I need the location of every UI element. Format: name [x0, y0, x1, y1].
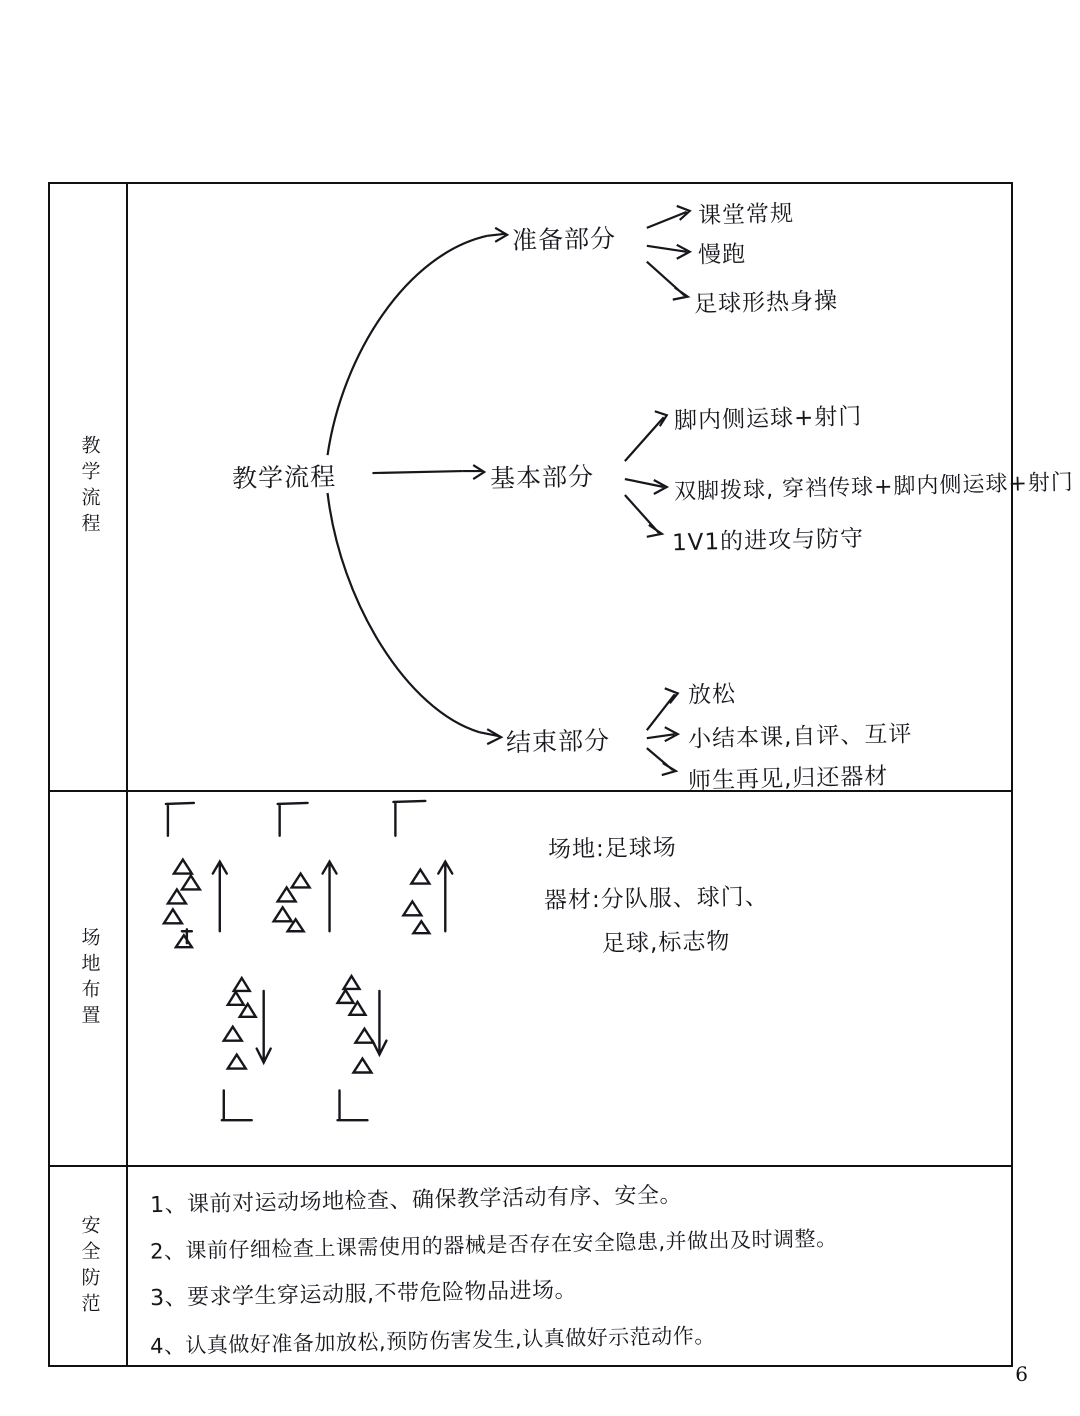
- row-label-text: 场地布置: [78, 926, 101, 1031]
- safety-item: 4、认真做好准备加放松,预防伤害发生,认真做好示范动作。: [149, 1323, 716, 1359]
- mindmap-leaf: 脚内侧运球+射门: [673, 403, 863, 435]
- mindmap-leaf: 足球形热身操: [693, 288, 839, 318]
- safety-item: 1、课前对运动场地检查、确保教学活动有序、安全。: [149, 1182, 683, 1219]
- page-number: 6: [1015, 1362, 1028, 1386]
- row-label-safety: [50, 1167, 128, 1367]
- venue-equipment-line1: 器材:分队服、球门、: [543, 884, 770, 914]
- mindmap-area: [128, 184, 1075, 795]
- mindmap-branch-title: 结束部分: [505, 725, 611, 758]
- mindmap-branch-title: 准备部分: [511, 223, 617, 256]
- mindmap-leaf: 1V1的进攻与防守: [671, 525, 865, 557]
- mindmap-branch-title: 基本部分: [489, 461, 595, 494]
- safety-area: [128, 1167, 1011, 1367]
- table-row: [50, 1167, 1011, 1367]
- mindmap-leaf: 课堂常规: [697, 200, 795, 230]
- lesson-plan-table: [48, 182, 1075, 1367]
- mindmap-leaf: 双脚拨球, 穿裆传球+脚内侧运球+射门: [673, 470, 1075, 505]
- mindmap-leaf: 放松: [687, 681, 737, 709]
- mindmap-leaf: 师生再见,归还器材: [687, 763, 889, 795]
- safety-item: 3、要求学生穿运动服,不带危险物品进场。: [149, 1277, 578, 1312]
- venue-site: 场地:足球场: [547, 834, 678, 864]
- venue-area: [128, 792, 1011, 1165]
- row-label-text: 教学流程: [78, 435, 101, 539]
- row-label-teaching-flow: [50, 184, 128, 790]
- row-label-text: 安全防范: [78, 1215, 101, 1319]
- safety-item: 2、课前仔细检查上课需使用的器械是否存在安全隐患,并做出及时调整。: [149, 1226, 838, 1264]
- mindmap-leaf: 小结本课,自评、互评: [687, 721, 913, 753]
- row-label-venue: [50, 792, 128, 1165]
- mindmap-root: 教学流程: [231, 461, 337, 494]
- mindmap-leaf: 慢跑: [697, 241, 747, 269]
- table-row: [50, 184, 1075, 795]
- venue-equipment-line2: 足球,标志物: [601, 928, 731, 958]
- table-row: [50, 792, 1011, 1167]
